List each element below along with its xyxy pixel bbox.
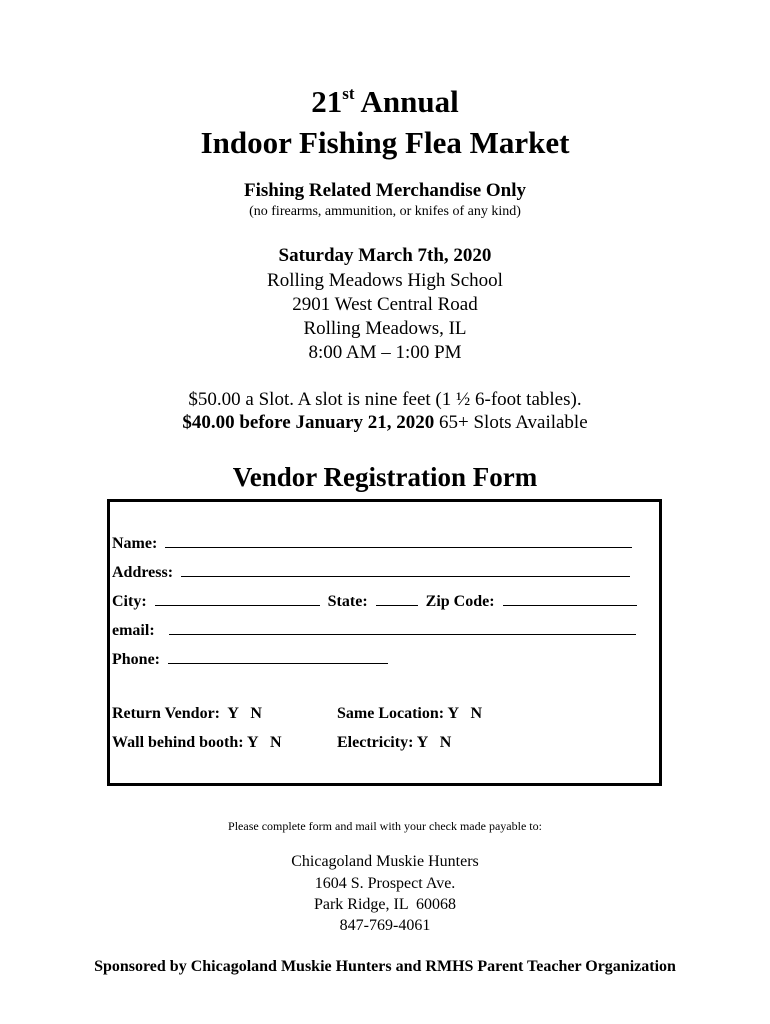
- event-date: Saturday March 7th, 2020: [278, 245, 492, 266]
- name-row: [112, 532, 632, 554]
- early-price-line: [0, 412, 770, 434]
- address-field[interactable]: [181, 561, 630, 577]
- phone-label: Phone:: [112, 651, 160, 668]
- phone-field[interactable]: [168, 648, 388, 664]
- event-venue: Rolling Meadows High School: [267, 270, 503, 291]
- restriction-note: (no firearms, ammunition, or knifes of any kind): [249, 204, 521, 219]
- slot-price: $50.00 a Slot. A slot is nine feet (1 ½ 6-foot tables).: [188, 389, 582, 410]
- slot-availability: 65+ Slots Available: [434, 412, 588, 433]
- early-price: $40.00 before January 21, 2020: [182, 412, 435, 433]
- return-vendor-row: [112, 704, 483, 724]
- merchandise-note: Fishing Related Merchandise Only: [243, 180, 527, 201]
- payee-city: Park Ridge, IL 60068: [313, 896, 457, 913]
- address-row: [112, 561, 630, 583]
- email-field[interactable]: [169, 619, 636, 635]
- event-street: 2901 West Central Road: [292, 294, 478, 315]
- payee-name: Chicagoland Muskie Hunters: [291, 853, 479, 870]
- zip-field[interactable]: [503, 590, 637, 606]
- event-city: Rolling Meadows, IL: [303, 318, 467, 339]
- wall-booth-row: [112, 733, 452, 753]
- form-title: Vendor Registration Form: [232, 462, 538, 492]
- email-row: [112, 619, 636, 641]
- sponsor-line: Sponsored by Chicagoland Muskie Hunters and RMHS Parent Teacher Organization: [94, 958, 676, 975]
- email-label: email:: [112, 622, 155, 639]
- payee-phone: 847-769-4061: [339, 917, 431, 934]
- electricity-option[interactable]: Electricity: Y N: [337, 734, 452, 751]
- event-hours: 8:00 AM – 1:00 PM: [308, 342, 462, 363]
- registration-form: [107, 499, 662, 786]
- event-edition-heading: [0, 84, 770, 120]
- same-location-option[interactable]: Same Location: Y N: [337, 705, 483, 722]
- edition-word: Annual: [354, 84, 459, 119]
- state-field[interactable]: [376, 590, 418, 606]
- edition-suffix: st: [342, 84, 355, 103]
- mailing-instruction: Please complete form and mail with your check made payable to:: [228, 819, 542, 833]
- edition-number: 21: [311, 84, 343, 119]
- zip-label: Zip Code:: [425, 593, 495, 610]
- event-title: Indoor Fishing Flea Market: [200, 125, 570, 160]
- state-label: State:: [327, 593, 368, 610]
- address-label: Address:: [112, 564, 174, 581]
- city-label: City:: [112, 593, 147, 610]
- name-label: Name:: [112, 535, 158, 552]
- payee-street: 1604 S. Prospect Ave.: [314, 875, 456, 892]
- wall-behind-booth-option[interactable]: Wall behind booth: Y N: [112, 734, 282, 751]
- city-field[interactable]: [155, 590, 320, 606]
- return-vendor-option[interactable]: Return Vendor: Y N: [112, 705, 262, 722]
- name-field[interactable]: [165, 532, 632, 548]
- city-row: [112, 590, 637, 612]
- phone-row: [112, 648, 388, 670]
